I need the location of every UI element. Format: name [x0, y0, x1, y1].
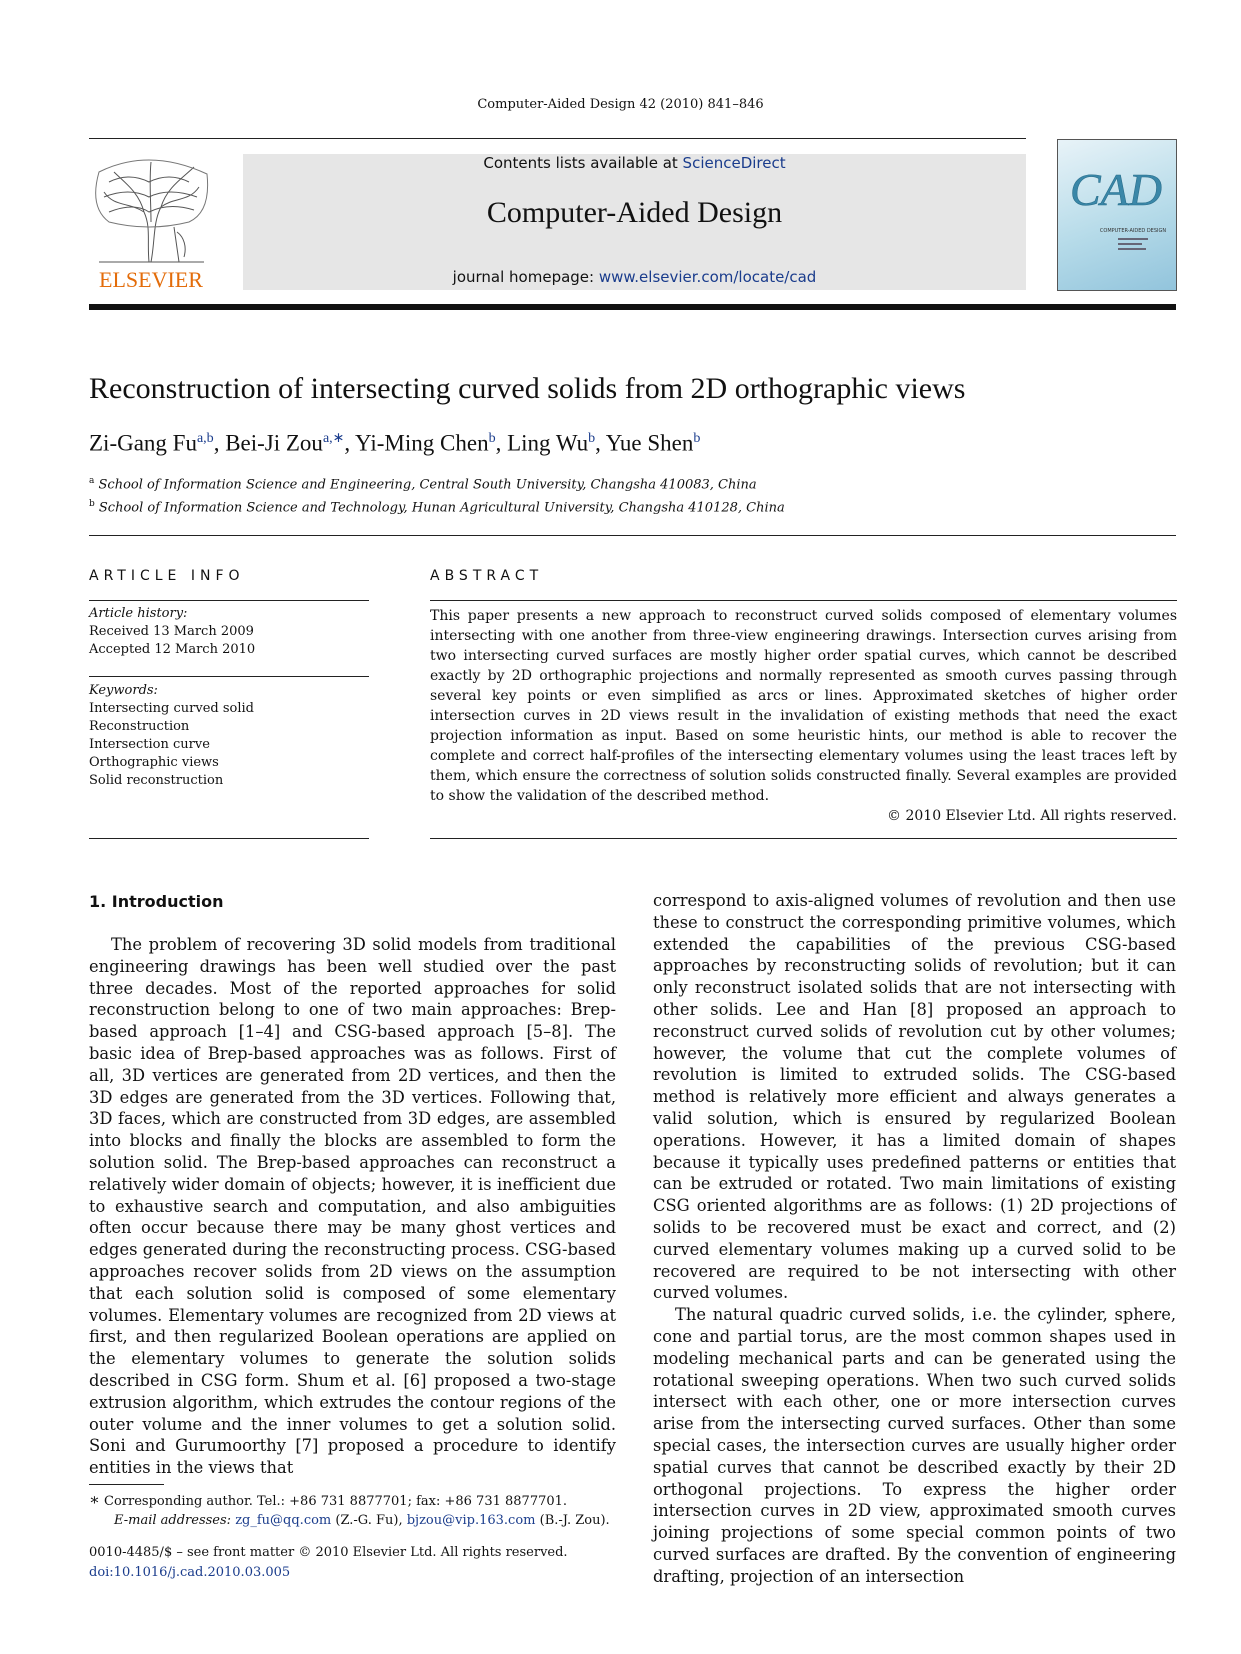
- affiliation-rule: [89, 535, 1176, 536]
- author-name: Bei-Ji Zou: [225, 430, 323, 456]
- journal-banner: [243, 154, 1026, 290]
- section-heading-introduction: 1. Introduction: [89, 892, 224, 911]
- keywords-block: [89, 682, 369, 790]
- journal-name: Computer-Aided Design: [486, 196, 783, 229]
- author-affil-sup[interactable]: b: [588, 431, 596, 446]
- abstract-copyright: © 2010 Elsevier Ltd. All rights reserved.: [887, 808, 1177, 824]
- keyword-item: Intersection curve: [89, 737, 210, 752]
- abstract-end-rule: [430, 838, 1177, 839]
- received-date: Received 13 March 2009: [89, 624, 254, 639]
- author-affil-sup[interactable]: b: [488, 431, 496, 446]
- intro-paragraph: correspond to axis-aligned volumes of revolution and then use these to construct the corresponding primitive volumes, which extended the capabilities of the previous CSG-based approaches by reconstructing solids of revolution; but it can only reconstruct isolated solids that are not intersecting with other solids. Lee and Han [8] proposed an approach to reconstruct curved solids of revolution cut by other volumes; however, the volume that cut the complete volumes of revolution is limited to extruded solids. The CSG-based method is relatively more efficient and always generates a valid solution, which is ensured by regularized Boolean operations. However, it has a limited domain of shapes because it typically uses predefined patterns or entities that can be extruded or rotated. Two main limitations of existing CSG oriented algorithms are as follows: (1) 2D projections of solids to be recovered must be exact and correct, and (2) curved elementary volumes making up a curved solid to be recovered are required to be not intersecting with other curved volumes.: [653, 891, 1176, 1303]
- front-matter: 0010-4485/$ – see front matter © 2010 Elsevier Ltd. All rights reserved.: [89, 1545, 568, 1560]
- header-rule: [89, 138, 1026, 139]
- right-column: [653, 890, 1176, 1588]
- keyword-item: Solid reconstruction: [89, 773, 224, 788]
- email-owner: (Z.-G. Fu),: [335, 1513, 403, 1528]
- author-name: Ling Wu: [507, 430, 589, 456]
- article-info-heading: ARTICLE INFO: [89, 568, 245, 584]
- abstract-heading: ABSTRACT: [430, 568, 544, 584]
- intro-paragraph: The problem of recovering 3D solid models from traditional engineering drawings has been well studied over the past three decades. Most of the reported approaches for solid reconstruction belong to one of two main approaches: Brep-based approach [1–4] and CSG-based approach [5–8]. The basic idea of Brep-based approaches was as follows. First of all, 3D vertices are generated from 2D vertices, and then the 3D edges are generated from the 3D vertices. Following that, 3D faces, which are constructed from 3D edges, are assembled into blocks and finally the blocks are assembled to form the solution solid. The Brep-based approaches can reconstruct a relatively wider domain of objects; however, it is inefficient due to exhaustive search and computation, and also ambiguities often occur because there may be many ghost vertices and edges generated during the reconstructing process. CSG-based approaches recover solids from 2D views on the assumption that each solution solid is composed of some elementary volumes. Elementary volumes are recognized from 2D views at first, and then regularized Boolean operations are applied on the elementary volumes to generate the solution solids described in CSG form. Shum et al. [6] proposed a two-stage extrusion algorithm, which extrudes the contour regions of the outer volume and the inner volumes to get a solution solid. Soni and Gurumoorthy [7] proposed a procedure to identify entities in the views that: [89, 935, 616, 1478]
- homepage-prefix: journal homepage:: [452, 268, 599, 286]
- article-title: Reconstruction of intersecting curved solids from 2D orthographic views: [89, 372, 966, 405]
- email-note: [114, 1511, 610, 1531]
- keyword-item: Orthographic views: [89, 755, 219, 770]
- contents-line: [243, 154, 1026, 172]
- keyword-item: Reconstruction: [89, 719, 190, 734]
- intro-paragraph: The natural quadric curved solids, i.e. the cylinder, sphere, cone and partial torus, are the most common shapes used in modeling mechanical parts and can be generated using the rotational sweeping operations. When two such curved solids intersect with each other, one or more intersection curves arise from the intersecting curved surfaces. Other than some special cases, the intersection curves are usually higher order spatial curves that cannot be described exactly by their 2D orthogonal projections. To express the higher order intersection curves in 2D view, approximated smooth curves joining projections of some special common points of two curved surfaces are drafted. By the convention of engineering drafting, projection of an intersection: [653, 1305, 1176, 1586]
- author-affil-sup[interactable]: b: [693, 431, 701, 446]
- history-rule: [89, 676, 369, 677]
- keywords-label: Keywords:: [89, 683, 158, 698]
- article-history: [89, 605, 369, 659]
- cover-caption: COMPUTER-AIDED DESIGN: [1099, 228, 1167, 234]
- homepage-link[interactable]: www.elsevier.com/locate/cad: [598, 268, 817, 286]
- email-label: E-mail addresses:: [114, 1513, 232, 1528]
- homepage-line: [243, 268, 1026, 286]
- accepted-date: Accepted 12 March 2010: [89, 642, 256, 657]
- doi-link[interactable]: doi:10.1016/j.cad.2010.03.005: [89, 1565, 291, 1580]
- corresponding-text: Corresponding author. Tel.: +86 731 8877701; fax: +86 731 8877701.: [104, 1494, 568, 1509]
- sciencedirect-link[interactable]: ScienceDirect: [682, 154, 786, 172]
- contents-prefix: Contents lists available at: [483, 154, 683, 172]
- affiliation-b: $^b$ School of Information Science and Technology, Hunan Agricultural University, Changsha 410128, China: [89, 499, 785, 516]
- footnote-star: ∗: [89, 1490, 100, 1509]
- email-owner: (B.-J. Zou).: [539, 1513, 610, 1528]
- journal-citation: Computer-Aided Design 42 (2010) 841–846: [477, 97, 764, 112]
- email-link[interactable]: bjzou@vip.163.com: [406, 1513, 536, 1528]
- author-name: Zi-Gang Fu: [89, 430, 197, 456]
- cover-logo: CAD: [1070, 164, 1162, 215]
- keyword-item: Intersecting curved solid: [89, 701, 254, 716]
- abstract-rule: [430, 600, 1177, 601]
- elsevier-logo: [89, 152, 214, 292]
- elsevier-tree-icon: [89, 152, 214, 292]
- left-column: [89, 934, 616, 1479]
- affiliation-a: $^a$ School of Information Science and Engineering, Central South University, Changsha 410083, China: [89, 476, 757, 493]
- abstract-body: [430, 606, 1177, 826]
- author-affil-sup[interactable]: a,b: [196, 431, 214, 446]
- article-info-rule: [89, 600, 369, 601]
- author-list: Zi-Gang Fu$^{a,b}$, Bei-Ji Zou$^{a,∗}$, Yi-Ming Chen$^b$, Ling Wu$^b$, Yue Shen$^b$: [89, 430, 701, 456]
- header-thick-rule: [89, 304, 1176, 310]
- author-name: Yue Shen: [605, 430, 694, 456]
- keywords-rule: [89, 838, 369, 839]
- journal-cover-image: [1057, 139, 1177, 291]
- footnote-rule: [89, 1484, 164, 1485]
- corresponding-author-note: [89, 1490, 567, 1512]
- email-link[interactable]: zg_fu@qq.com: [235, 1513, 332, 1528]
- author-name: Yi-Ming Chen: [355, 430, 489, 456]
- history-label: Article history:: [89, 606, 188, 621]
- elsevier-wordmark: ELSEVIER: [99, 267, 203, 292]
- author-affil-sup[interactable]: a,∗: [322, 431, 345, 446]
- abstract-text: This paper presents a new approach to reconstruct curved solids composed of elementary volumes intersecting with one another from three-view engineering drawings. Intersection curves arising from two intersecting curved surfaces are mostly higher order spatial curves, which cannot be described exactly by 2D orthographic projections and normally represented as smooth curves passing through several key points or even simplified as arcs or lines. Approximated sketches of higher order intersection curves in 2D views result in the invalidation of existing methods that need the exact projection information as input. Based on some heuristic hints, our method is able to recover the complete and correct half-profiles of the intersecting elementary volumes using the least traces left by them, which ensure the correctness of solution solids constructed finally. Several examples are provided to show the validation of the described method.: [430, 608, 1177, 804]
